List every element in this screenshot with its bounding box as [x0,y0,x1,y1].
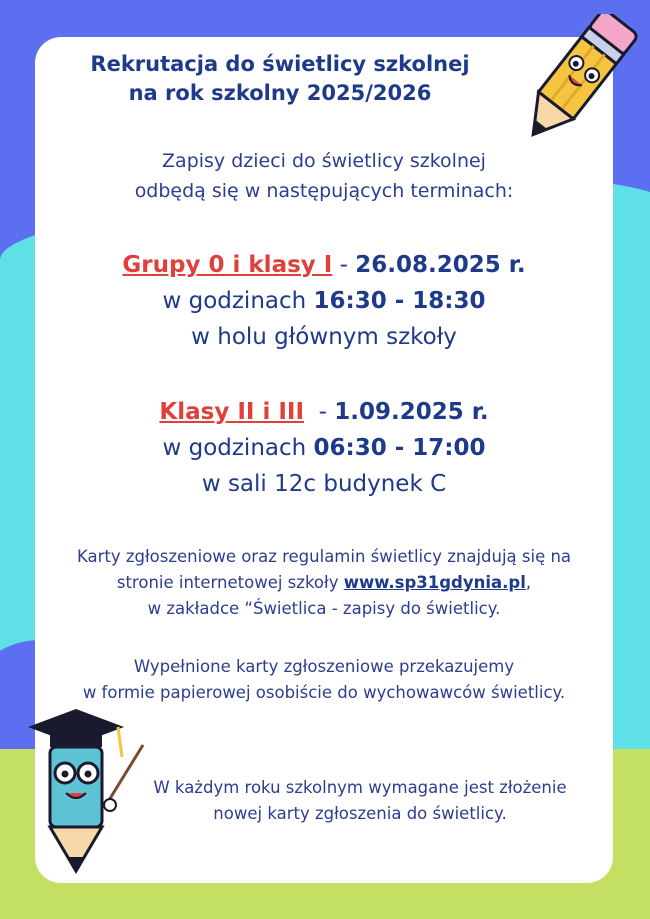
group-1-place: w holu głównym szkoły [191,324,457,350]
group-2-separator: - [304,399,335,425]
intro-line-2: odbędą się w następujących terminach: [134,180,514,202]
info-1-line-2-suffix: , [525,573,532,592]
info-forms-paragraph [35,544,613,622]
info-1-line-2-prefix: stronie internetowej szkoły [116,573,344,592]
group-1-name: Grupy 0 i klasy I [122,252,333,278]
info-submission-paragraph [35,654,613,706]
info-2-line-2: w formie papierowej osobiście do wychowawców świetlicy. [82,683,566,702]
group-2-name: Klasy II i III [159,399,305,425]
group-1-date: 26.08.2025 r. [355,252,526,278]
group-2-block [35,394,613,502]
group-1-hours: 16:30 - 18:30 [313,288,486,314]
intro-line-1: Zapisy dzieci do świetlicy szkolnej [162,150,486,172]
school-website-link[interactable]: www.sp31gdynia.pl [343,573,526,592]
group-1-hours-prefix: w godzinach [162,288,314,314]
info-3-line-1: W każdym roku szkolnym wymagane jest złożenie [153,778,567,797]
group-2-hours: 06:30 - 17:00 [313,435,486,461]
group-2-date: 1.09.2025 r. [334,399,489,425]
pencil-mascot-icon [505,14,645,149]
info-annual-paragraph [115,775,605,827]
group-1-block [35,247,613,355]
info-1-line-1: Karty zgłoszeniowe oraz regulamin świetlicy znajdują się na [76,547,572,566]
title-line-1: Rekrutacja do świetlicy szkolnej [90,52,470,76]
group-1-separator: - [332,252,356,278]
poster-title [35,50,525,108]
group-2-place: w sali 12c budynek C [201,471,447,497]
info-3-line-2: nowej karty zgłoszenia do świetlicy. [213,804,507,823]
group-2-hours-prefix: w godzinach [162,435,314,461]
info-1-line-3: w zakładce “Świetlica - zapisy do świetlicy. [147,599,501,618]
title-line-2: na rok szkolny 2025/2026 [128,81,432,105]
info-2-line-1: Wypełnione karty zgłoszeniowe przekazujemy [133,657,515,676]
intro-text [35,146,613,206]
graduate-pencil-mascot-icon [18,705,148,875]
